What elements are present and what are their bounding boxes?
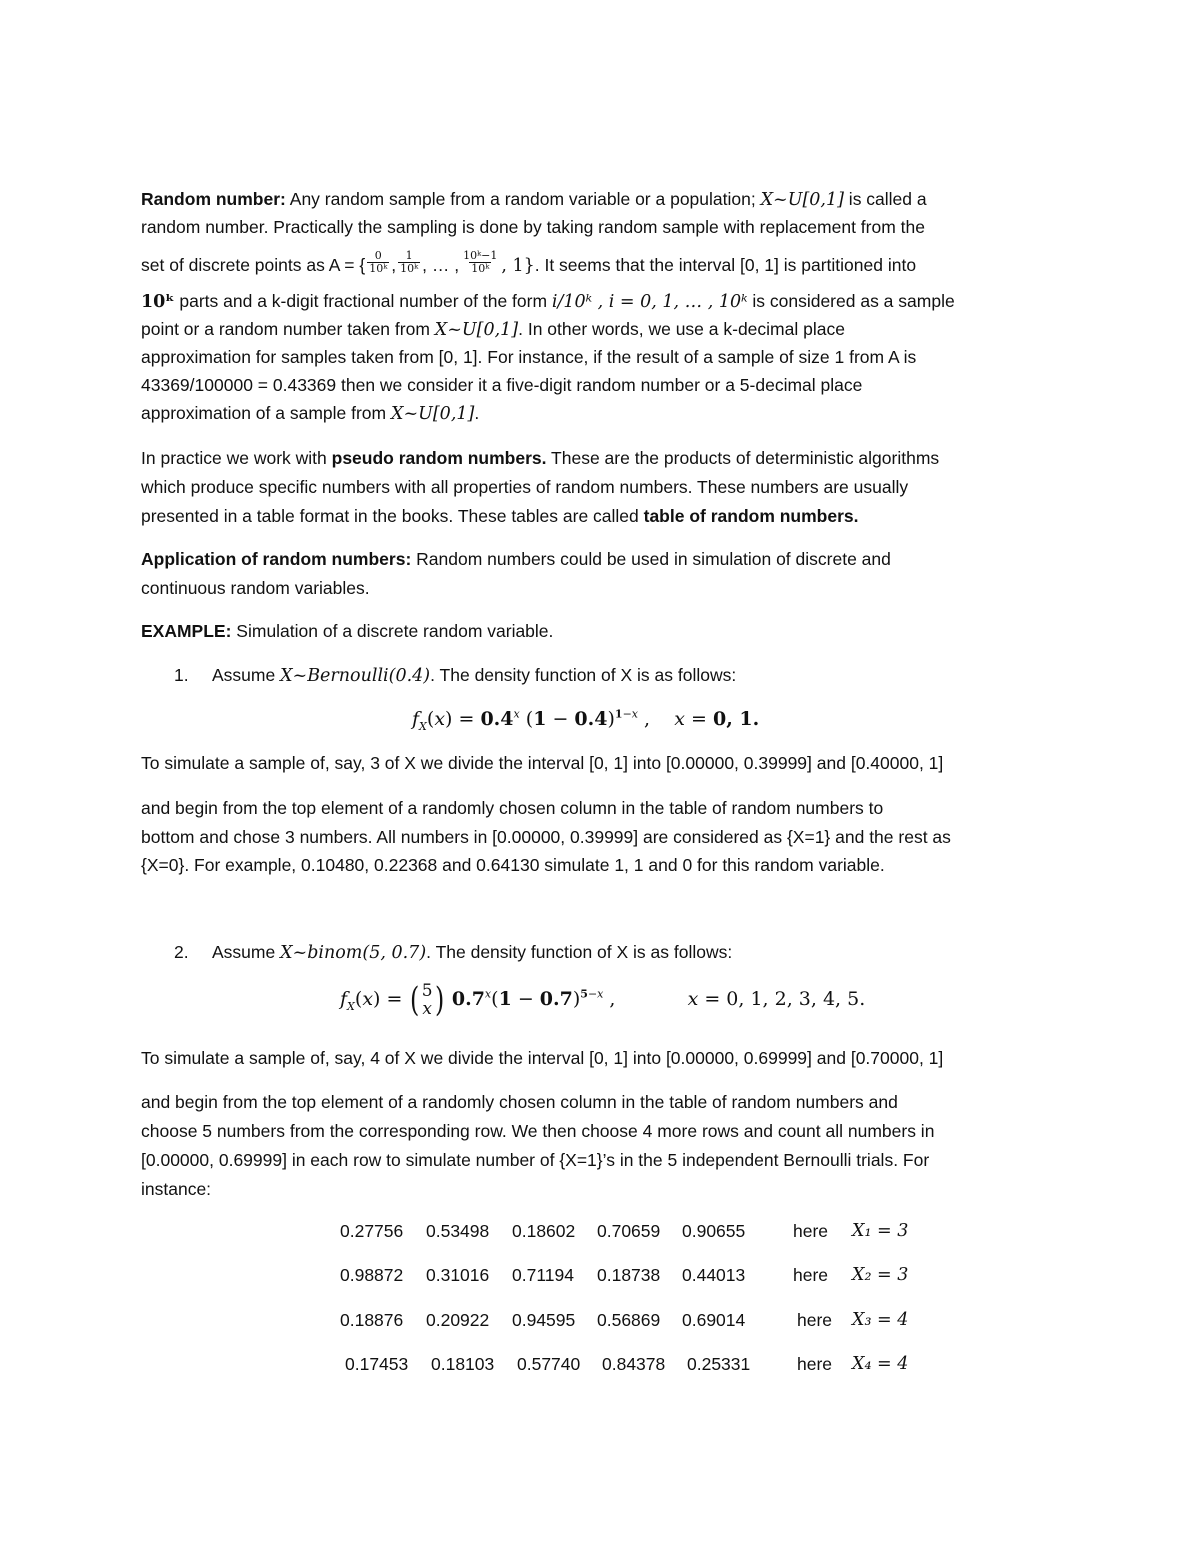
example-line: EXAMPLE: Simulation of a discrete random variable. [141,621,554,641]
random-number-heading: Random number: [141,189,286,209]
example-heading: EXAMPLE: [141,621,232,641]
application-heading: Application of random numbers: [141,549,412,569]
item1-text: Assume X~Bernoulli(0.4). The density function of X is as follows: [212,665,737,686]
binomial-coefficient: ( 5 x ) [410,980,444,1020]
item1-line-c: bottom and chose 3 numbers. All numbers in [0.00000, 0.39999] are considered as {X=1} and the rest as [141,827,951,847]
math-binomial: X~binom(5, 0.7) [280,943,427,963]
bernoulli-density-formula: $f_X(x) = 0.4^x$ $(1 - 0.4)^{1-x}$ , x = 0, 1. [412,707,760,733]
para1-line3: set of discrete points as A = { $\frac{0}{\text{10ᵏ}}$ , $\frac{1}{\text{10ᵏ}}$ , … , $\frac{\text{10ᵏ−1}}{\text{10ᵏ}}$ , 1}. It seems that the interval [0, 1] is partitioned into [141,249,917,277]
fraction-0: $\frac{0}{\text{10ᵏ}}$ [369,249,388,275]
para1-line8: approximation of a sample from X~U[0,1]. [141,403,480,424]
para3-line1: Application of random numbers: Random numbers could be used in simulation of discrete and [141,549,891,569]
pseudo-random-term: pseudo random numbers. [331,448,547,468]
item1-line-d: {X=0}. For example, 0.10480, 0.22368 and 0.64130 simulate 1, 1 and 0 for this random variable. [141,855,885,875]
fraction-1: $\frac{1}{\text{10ᵏ}}$ [400,249,419,275]
math-bernoulli: X~Bernoulli(0.4) [280,666,431,686]
item1-number: 1. [174,665,189,685]
item2-line-d: [0.00000, 0.69999] in each row to simulate number of {X=1}’s in the 5 independent Bernoulli trials. For [141,1150,930,1170]
binomial-density-formula: $f_X(x)$ = ( 5 x ) $0.7^x(1 - 0.7)^{5-x}$ , x = 0, 1, 2, 3, 4, 5. [340,980,866,1020]
item1-line-a: To simulate a sample of, say, 3 of X we divide the interval [0, 1] into [0.00000, 0.39999] and [0.40000, 1] [141,753,944,773]
para1-line6: approximation for samples taken from [0, 1]. For instance, if the result of a sample of size 1 from A is [141,347,917,367]
para1-line4: 10ᵏ parts and a k-digit fractional number of the form i/10ᵏ , i = 0, 1, … , 10ᵏ is considered as a sample [141,291,955,312]
para2-line2: which produce specific numbers with all properties of random numbers. These numbers are usually [141,477,909,497]
math-uniform: X~U[0,1] [760,190,844,210]
para2-line1: In practice we work with pseudo random numbers. These are the products of deterministic algorithms [141,448,940,468]
item2-line-e: instance: [141,1179,212,1199]
item2-line-a: To simulate a sample of, say, 4 of X we divide the interval [0, 1] into [0.00000, 0.69999] and [0.70000, 1] [141,1048,944,1068]
para2-line3: presented in a table format in the books. These tables are called table of random numbers. [141,506,859,526]
para1-line7: 43369/100000 = 0.43369 then we consider it a five-digit random number or a 5-decimal place [141,375,863,395]
item2-line-b: and begin from the top element of a randomly chosen column in the table of random numbers and [141,1092,898,1112]
fraction-last: $\frac{\text{10ᵏ−1}}{\text{10ᵏ}}$ [463,249,498,275]
item2-text: Assume X~binom(5, 0.7). The density function of X is as follows: [212,942,733,963]
item1-line-b: and begin from the top element of a randomly chosen column in the table of random numbers to [141,798,884,818]
item2-number: 2. [174,942,189,962]
para1-line1: Random number: Any random sample from a random variable or a population; X~U[0,1] is called a [141,189,927,210]
para3-line2: continuous random variables. [141,578,370,598]
table-of-random-numbers-term: table of random numbers. [643,506,859,526]
para1-line5: point or a random number taken from X~U[0,1]. In other words, we use a k-decimal place [141,319,845,340]
para1-line2: random number. Practically the sampling is done by taking random sample with replacement from the [141,217,925,237]
item2-line-c: choose 5 numbers from the corresponding row. We then choose 4 more rows and count all numbers in [141,1121,935,1141]
math-sample-form: i/10ᵏ , i = 0, 1, … , 10ᵏ [551,292,748,312]
